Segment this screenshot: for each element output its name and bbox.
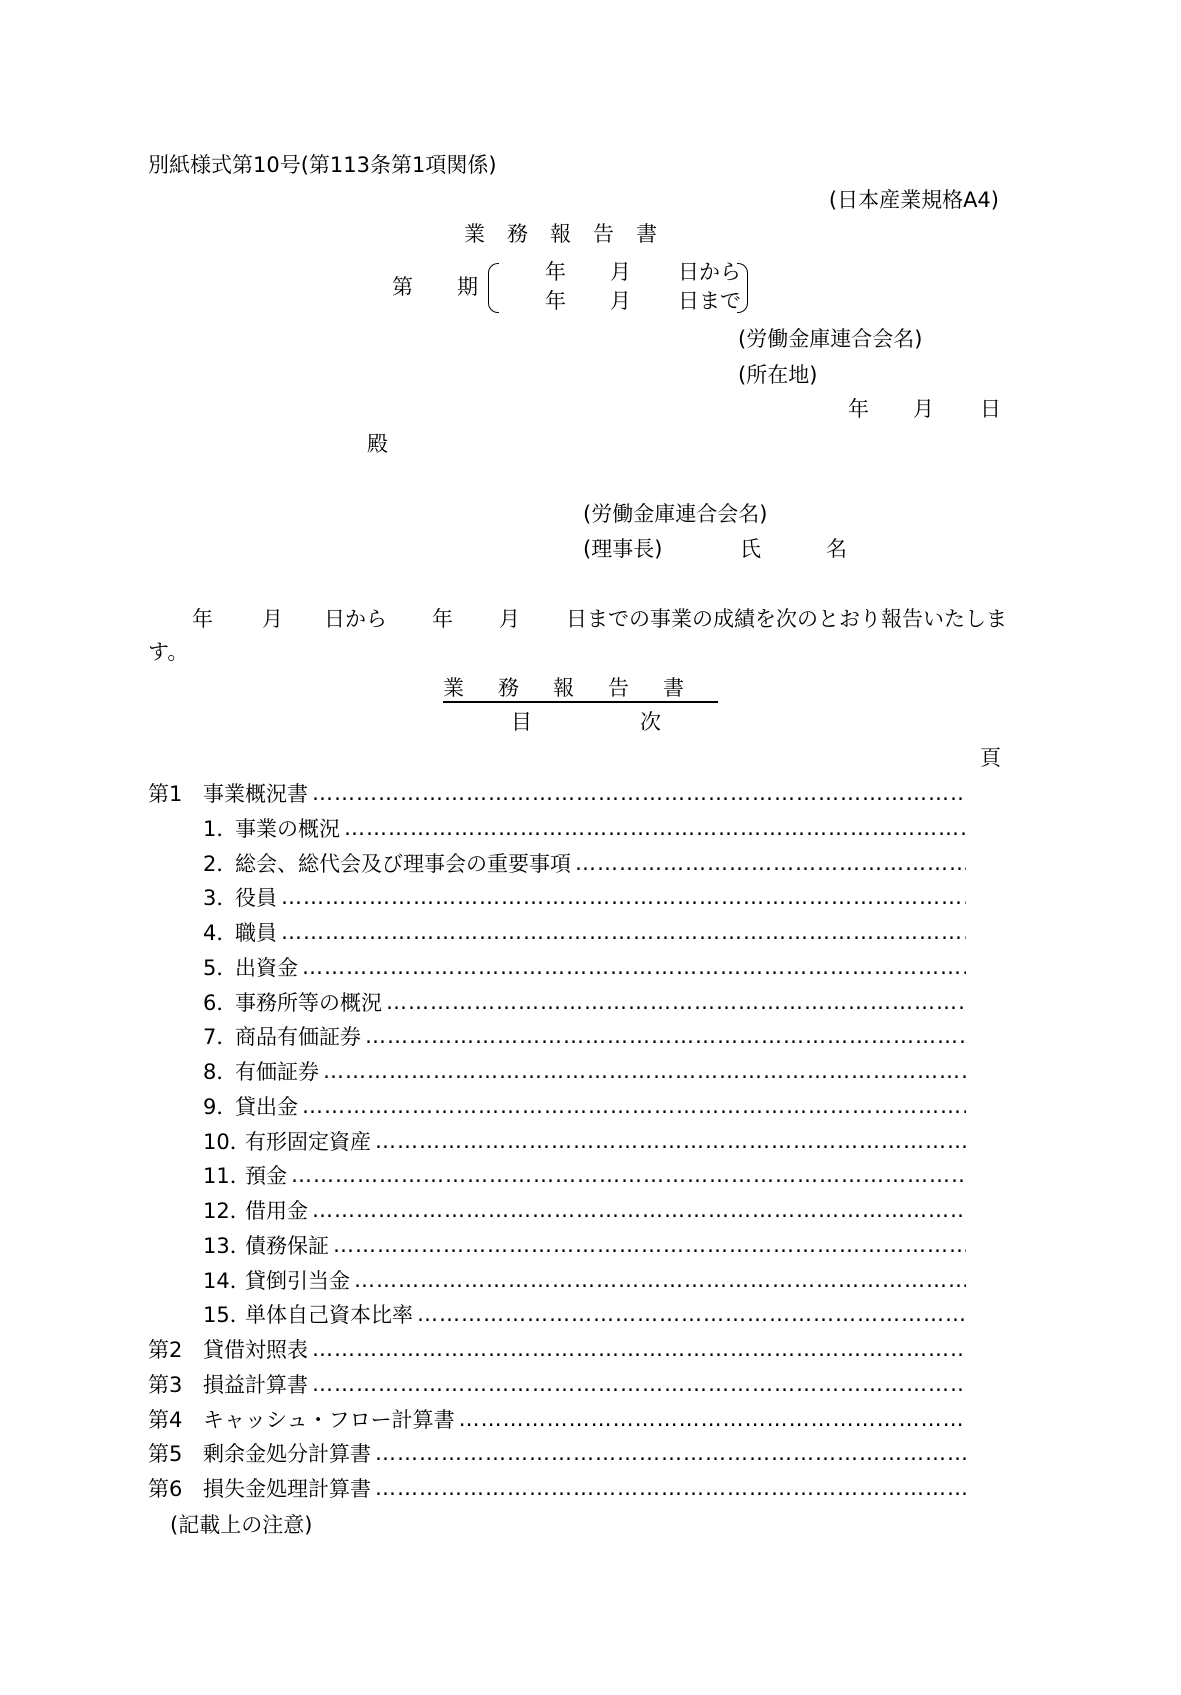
toc-item-label: 職員 [235, 921, 277, 945]
toc-item-number: 第1 [148, 782, 183, 806]
toc-item [203, 920, 966, 944]
period-from-month: 月 [610, 260, 631, 284]
toc-item [203, 1233, 966, 1257]
toc-item-number: 第3 [148, 1372, 183, 1397]
toc-item [203, 1024, 966, 1048]
toc-item [203, 1198, 966, 1222]
sender-org-bottom: (労働金庫連合会名) [583, 502, 768, 526]
toc-item-number: 4． [203, 921, 238, 945]
period-dai: 第 [392, 275, 413, 299]
toc-item-number: 11． [203, 1164, 251, 1189]
toc-item [148, 1372, 966, 1396]
toc-leader-dots [281, 885, 966, 909]
body-text: 日までの事業の成績を次のとおり報告いたしま [566, 607, 1007, 631]
toc-item [203, 990, 966, 1014]
name-mei: 名 [826, 537, 847, 561]
name-shi: 氏 [740, 537, 761, 561]
toc-item-label: 商品有価証券 [235, 1025, 361, 1050]
toc-item [203, 816, 966, 840]
toc-item [203, 1163, 966, 1187]
toc-leader-dots [312, 1337, 966, 1361]
toc-leader-dots [344, 816, 966, 840]
toc-item-label: 事務所等の概況 [235, 990, 382, 1015]
toc-title: 業務報告書 [443, 676, 718, 703]
notes-heading: (記載上の注意) [170, 1513, 313, 1537]
toc-leader-dots [365, 1024, 966, 1048]
body-month-2: 月 [499, 607, 520, 631]
toc-item [203, 885, 966, 909]
date-year: 年 [848, 397, 869, 421]
date-day: 日 [980, 397, 1001, 421]
toc-item [148, 781, 966, 805]
toc-leader-dots [375, 1476, 966, 1500]
addressee-suffix: 殿 [367, 432, 388, 456]
toc-item [148, 1337, 966, 1361]
toc-item [203, 1059, 966, 1083]
toc-leader-dots [291, 1163, 966, 1187]
toc-heading-moku: 目 [511, 710, 532, 734]
toc-item [148, 1476, 966, 1500]
toc-item-label: 事業の概況 [235, 816, 340, 841]
toc-heading-ji: 次 [640, 710, 661, 734]
toc-item-number: 7． [203, 1025, 238, 1050]
toc-leader-dots [354, 1268, 966, 1292]
toc-leader-dots [575, 851, 966, 875]
toc-item [148, 1407, 966, 1431]
toc-item-number: 8． [203, 1060, 238, 1084]
toc-item [203, 1302, 966, 1326]
toc-item-label: 単体自己資本比率 [245, 1303, 413, 1328]
toc-item [203, 955, 966, 979]
toc-item-label: 事業概況書 [203, 782, 308, 806]
period-to-year: 年 [545, 289, 566, 313]
toc-leader-dots [417, 1302, 966, 1326]
toc-item-number: 第2 [148, 1338, 183, 1362]
toc-item-label: 役員 [235, 886, 277, 911]
toc-leader-dots [302, 955, 966, 979]
toc-item-label: 出資金 [235, 955, 298, 980]
body-year-1: 年 [192, 607, 213, 631]
toc-item-number: 15． [203, 1303, 251, 1328]
toc-item-number: 第5 [148, 1442, 183, 1467]
toc-item-label: 債務保証 [245, 1233, 329, 1258]
body-month-1: 月 [262, 607, 283, 631]
toc-item-label: 有形固定資産 [245, 1129, 371, 1154]
body-year-2: 年 [432, 607, 453, 631]
toc-leader-dots [312, 781, 966, 805]
toc-item-label: キャッシュ・フロー計算書 [203, 1407, 455, 1432]
toc-leader-dots [312, 1198, 966, 1222]
period-to-month: 月 [610, 289, 631, 313]
toc-page-label: 頁 [980, 746, 1001, 770]
toc-item-number: 2． [203, 851, 238, 876]
toc-item-number: 10． [203, 1129, 251, 1154]
toc-item-number: 第4 [148, 1407, 183, 1432]
document-title: 業務報告書 [464, 222, 679, 246]
toc-leader-dots [459, 1407, 966, 1431]
toc-item-number: 12． [203, 1199, 251, 1223]
toc-item-label: 総会、総代会及び理事会の重要事項 [235, 851, 571, 876]
period-from-day: 日から [678, 260, 741, 284]
toc-item [148, 1441, 966, 1465]
toc-leader-dots [312, 1372, 966, 1396]
body-day-1: 日から [324, 607, 387, 631]
toc-leader-dots [375, 1129, 966, 1153]
toc-leader-dots [302, 1094, 966, 1118]
toc-item-number: 9． [203, 1094, 238, 1119]
period-to-day: 日まで [678, 289, 741, 313]
period-from-year: 年 [545, 260, 566, 284]
toc-item-label: 剰余金処分計算書 [203, 1442, 371, 1467]
form-reference: 別紙様式第10号(第113条第1項関係) [148, 153, 497, 177]
toc-item-label: 借用金 [245, 1199, 308, 1223]
toc-item-label: 損失金処理計算書 [203, 1477, 371, 1501]
toc-item-number: 13． [203, 1233, 251, 1258]
toc-item-label: 損益計算書 [203, 1372, 308, 1397]
toc-leader-dots [323, 1059, 966, 1083]
toc-leader-dots [386, 990, 966, 1014]
toc-item-number: 1． [203, 816, 238, 841]
toc-item-label: 有価証券 [235, 1060, 319, 1084]
toc-item [203, 1094, 966, 1118]
period-ki: 期 [457, 275, 478, 299]
toc-item-number: 5． [203, 955, 238, 980]
toc-item-label: 貸借対照表 [203, 1338, 308, 1362]
toc-leader-dots [333, 1233, 966, 1257]
toc-item-number: 3． [203, 886, 238, 911]
sender-role: (理事長) [583, 537, 663, 561]
toc-item-label: 貸出金 [235, 1094, 298, 1119]
toc-leader-dots [375, 1441, 966, 1465]
toc-item-number: 14． [203, 1268, 251, 1293]
toc-item [203, 1129, 966, 1153]
toc-item-label: 貸倒引当金 [245, 1268, 350, 1293]
date-month: 月 [913, 397, 934, 421]
toc-leader-dots [281, 920, 966, 944]
paper-size: (日本産業規格A4) [828, 188, 999, 212]
body-text-line2: す。 [148, 640, 189, 664]
toc-item [203, 851, 966, 875]
toc-item-label: 預金 [245, 1164, 287, 1189]
toc-item [203, 1268, 966, 1292]
sender-address: (所在地) [738, 363, 818, 387]
toc-item-number: 6． [203, 990, 238, 1015]
sender-org-top: (労働金庫連合会名) [738, 327, 923, 351]
toc-item-number: 第6 [148, 1477, 183, 1501]
left-bracket [488, 263, 499, 313]
